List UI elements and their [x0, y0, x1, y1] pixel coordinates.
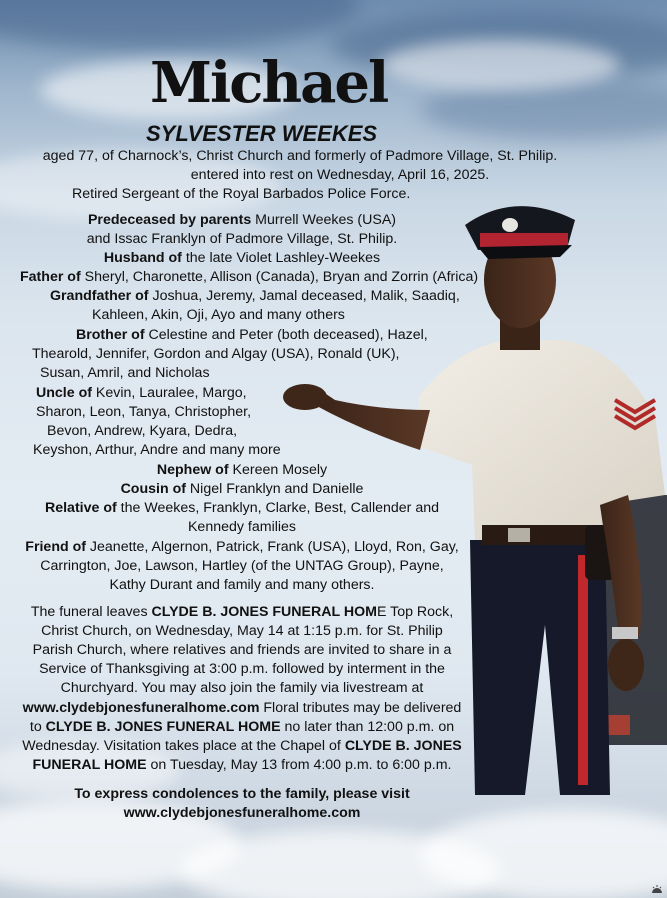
funeral-text: E Top Rock, — [376, 604, 454, 620]
uncle-text: Kevin, Lauralee, Margo, — [91, 385, 247, 401]
funeral-line-8 — [0, 737, 484, 756]
friend-text: Jeanette, Algernon, Patrick, Frank (USA), Lloyd, Ron, Gay, — [85, 539, 459, 555]
predeceased-label: Predeceased by parents — [87, 212, 252, 228]
friend-line-1 — [0, 538, 484, 557]
brother-line-3: Susan, Amril, and Nicholas — [40, 365, 210, 381]
funeral-line-1 — [0, 603, 484, 622]
intro-line-1: aged 77, of Charnock’s, Christ Church and formerly of Padmore Village, St. Philip. — [42, 148, 558, 164]
cousin-text: Nigel Franklyn and Danielle — [185, 481, 364, 497]
funeral-line-5: Churchyard. You may also join the family via livestream at — [60, 680, 424, 696]
friend-label: Friend of — [25, 539, 86, 555]
brother-label: Brother of — [76, 327, 145, 343]
funeral-text: The funeral leaves — [30, 604, 152, 620]
friend-line-3: Kathy Durant and family and many others. — [109, 577, 375, 593]
funeral-text: no later than 12:00 p.m. on — [280, 719, 455, 735]
intro-line-3: Retired Sergeant of the Royal Barbados Police Force. — [72, 186, 411, 202]
brother-line-2: Thearold, Jennifer, Gordon and Algay (USA), Ronald (UK), — [32, 346, 400, 362]
relative-line-1 — [10, 499, 474, 518]
father-text: Sheryl, Charonette, Allison (Canada), Bryan and Zorrin (Africa) — [80, 269, 479, 285]
grandfather-label: Grandfather of — [50, 288, 149, 304]
livestream-url[interactable]: www.clydebjonesfuneralhome.com — [22, 700, 260, 716]
funeral-text: Floral tributes may be delivered — [259, 700, 462, 716]
funeral-line-2: Christ Church, on Wednesday, May 14 at 1:15 p.m. for St. Philip — [41, 623, 443, 639]
friend-line-2: Carrington, Joe, Lawson, Hartley (of the UNTAG Group), Payne, — [40, 558, 444, 574]
predeceased-text: Murrell Weekes (USA) — [251, 212, 397, 228]
funeral-home-name: CLYDE B. JONES — [344, 738, 462, 754]
condolence-url[interactable]: www.clydebjonesfuneralhome.com — [123, 805, 361, 821]
funeral-line-4: Service of Thanksgiving at 3:00 p.m. followed by interment in the — [39, 661, 445, 677]
funeral-text: Wednesday. Visitation takes place at the Chapel of — [22, 738, 345, 754]
brother-text: Celestine and Peter (both deceased), Hazel, — [144, 327, 428, 343]
cousin-line — [20, 480, 464, 499]
funeral-line-7 — [0, 718, 484, 737]
uncle-line-1 — [36, 384, 336, 403]
brother-line-1 — [76, 326, 476, 345]
surname-heading: SYLVESTER WEEKES — [146, 121, 378, 146]
nephew-text: Kereen Mosely — [228, 462, 328, 478]
funeral-home-name: FUNERAL HOME — [32, 757, 147, 773]
funeral-line-6 — [0, 699, 484, 718]
uncle-label: Uncle of — [36, 385, 92, 401]
grandfather-line-1 — [50, 287, 490, 306]
uncle-line-4: Keyshon, Arthur, Andre and many more — [33, 442, 281, 458]
relative-label: Relative of — [44, 500, 117, 516]
funeral-text: on Tuesday, May 13 from 4:00 p.m. to 6:00 p.m. — [146, 757, 452, 773]
nephew-label: Nephew of — [156, 462, 229, 478]
relative-line-2: Kennedy families — [187, 519, 297, 535]
nephew-line — [20, 461, 464, 480]
condolence-line-1: To express condolences to the family, please visit — [74, 786, 410, 802]
funeral-line-9 — [0, 756, 484, 775]
funeral-line-3: Parish Church, where relatives and friends are invited to share in a — [32, 642, 452, 658]
uncle-line-3: Bevon, Andrew, Kyara, Dedra, — [47, 423, 238, 439]
first-name-heading: Michael — [150, 50, 388, 116]
father-label: Father of — [20, 269, 81, 285]
funeral-home-name: CLYDE B. JONES FUNERAL HOME — [45, 719, 281, 735]
husband-label: Husband of — [103, 250, 182, 266]
sun-logo-icon — [651, 884, 663, 894]
husband-text: the late Violet Lashley-Weekes — [181, 250, 381, 266]
grandfather-line-2: Kahleen, Akin, Oji, Ayo and many others — [92, 307, 345, 323]
cousin-label: Cousin of — [120, 481, 186, 497]
funeral-text: to — [29, 719, 46, 735]
uncle-line-2: Sharon, Leon, Tanya, Christopher, — [36, 404, 252, 420]
father-line — [20, 268, 520, 287]
grandfather-text: Joshua, Jeremy, Jamal deceased, Malik, Saadiq, — [148, 288, 460, 304]
predeceased-line-1 — [20, 211, 464, 230]
funeral-home-name: CLYDE B. JONES FUNERAL HOM — [151, 604, 377, 620]
intro-line-2: entered into rest on Wednesday, April 16, 2025. — [190, 167, 490, 183]
relative-text: the Weekes, Franklyn, Clarke, Best, Callender and — [116, 500, 439, 516]
predeceased-line-2: and Issac Franklyn of Padmore Village, St. Philip. — [86, 231, 398, 247]
husband-line — [20, 249, 464, 268]
